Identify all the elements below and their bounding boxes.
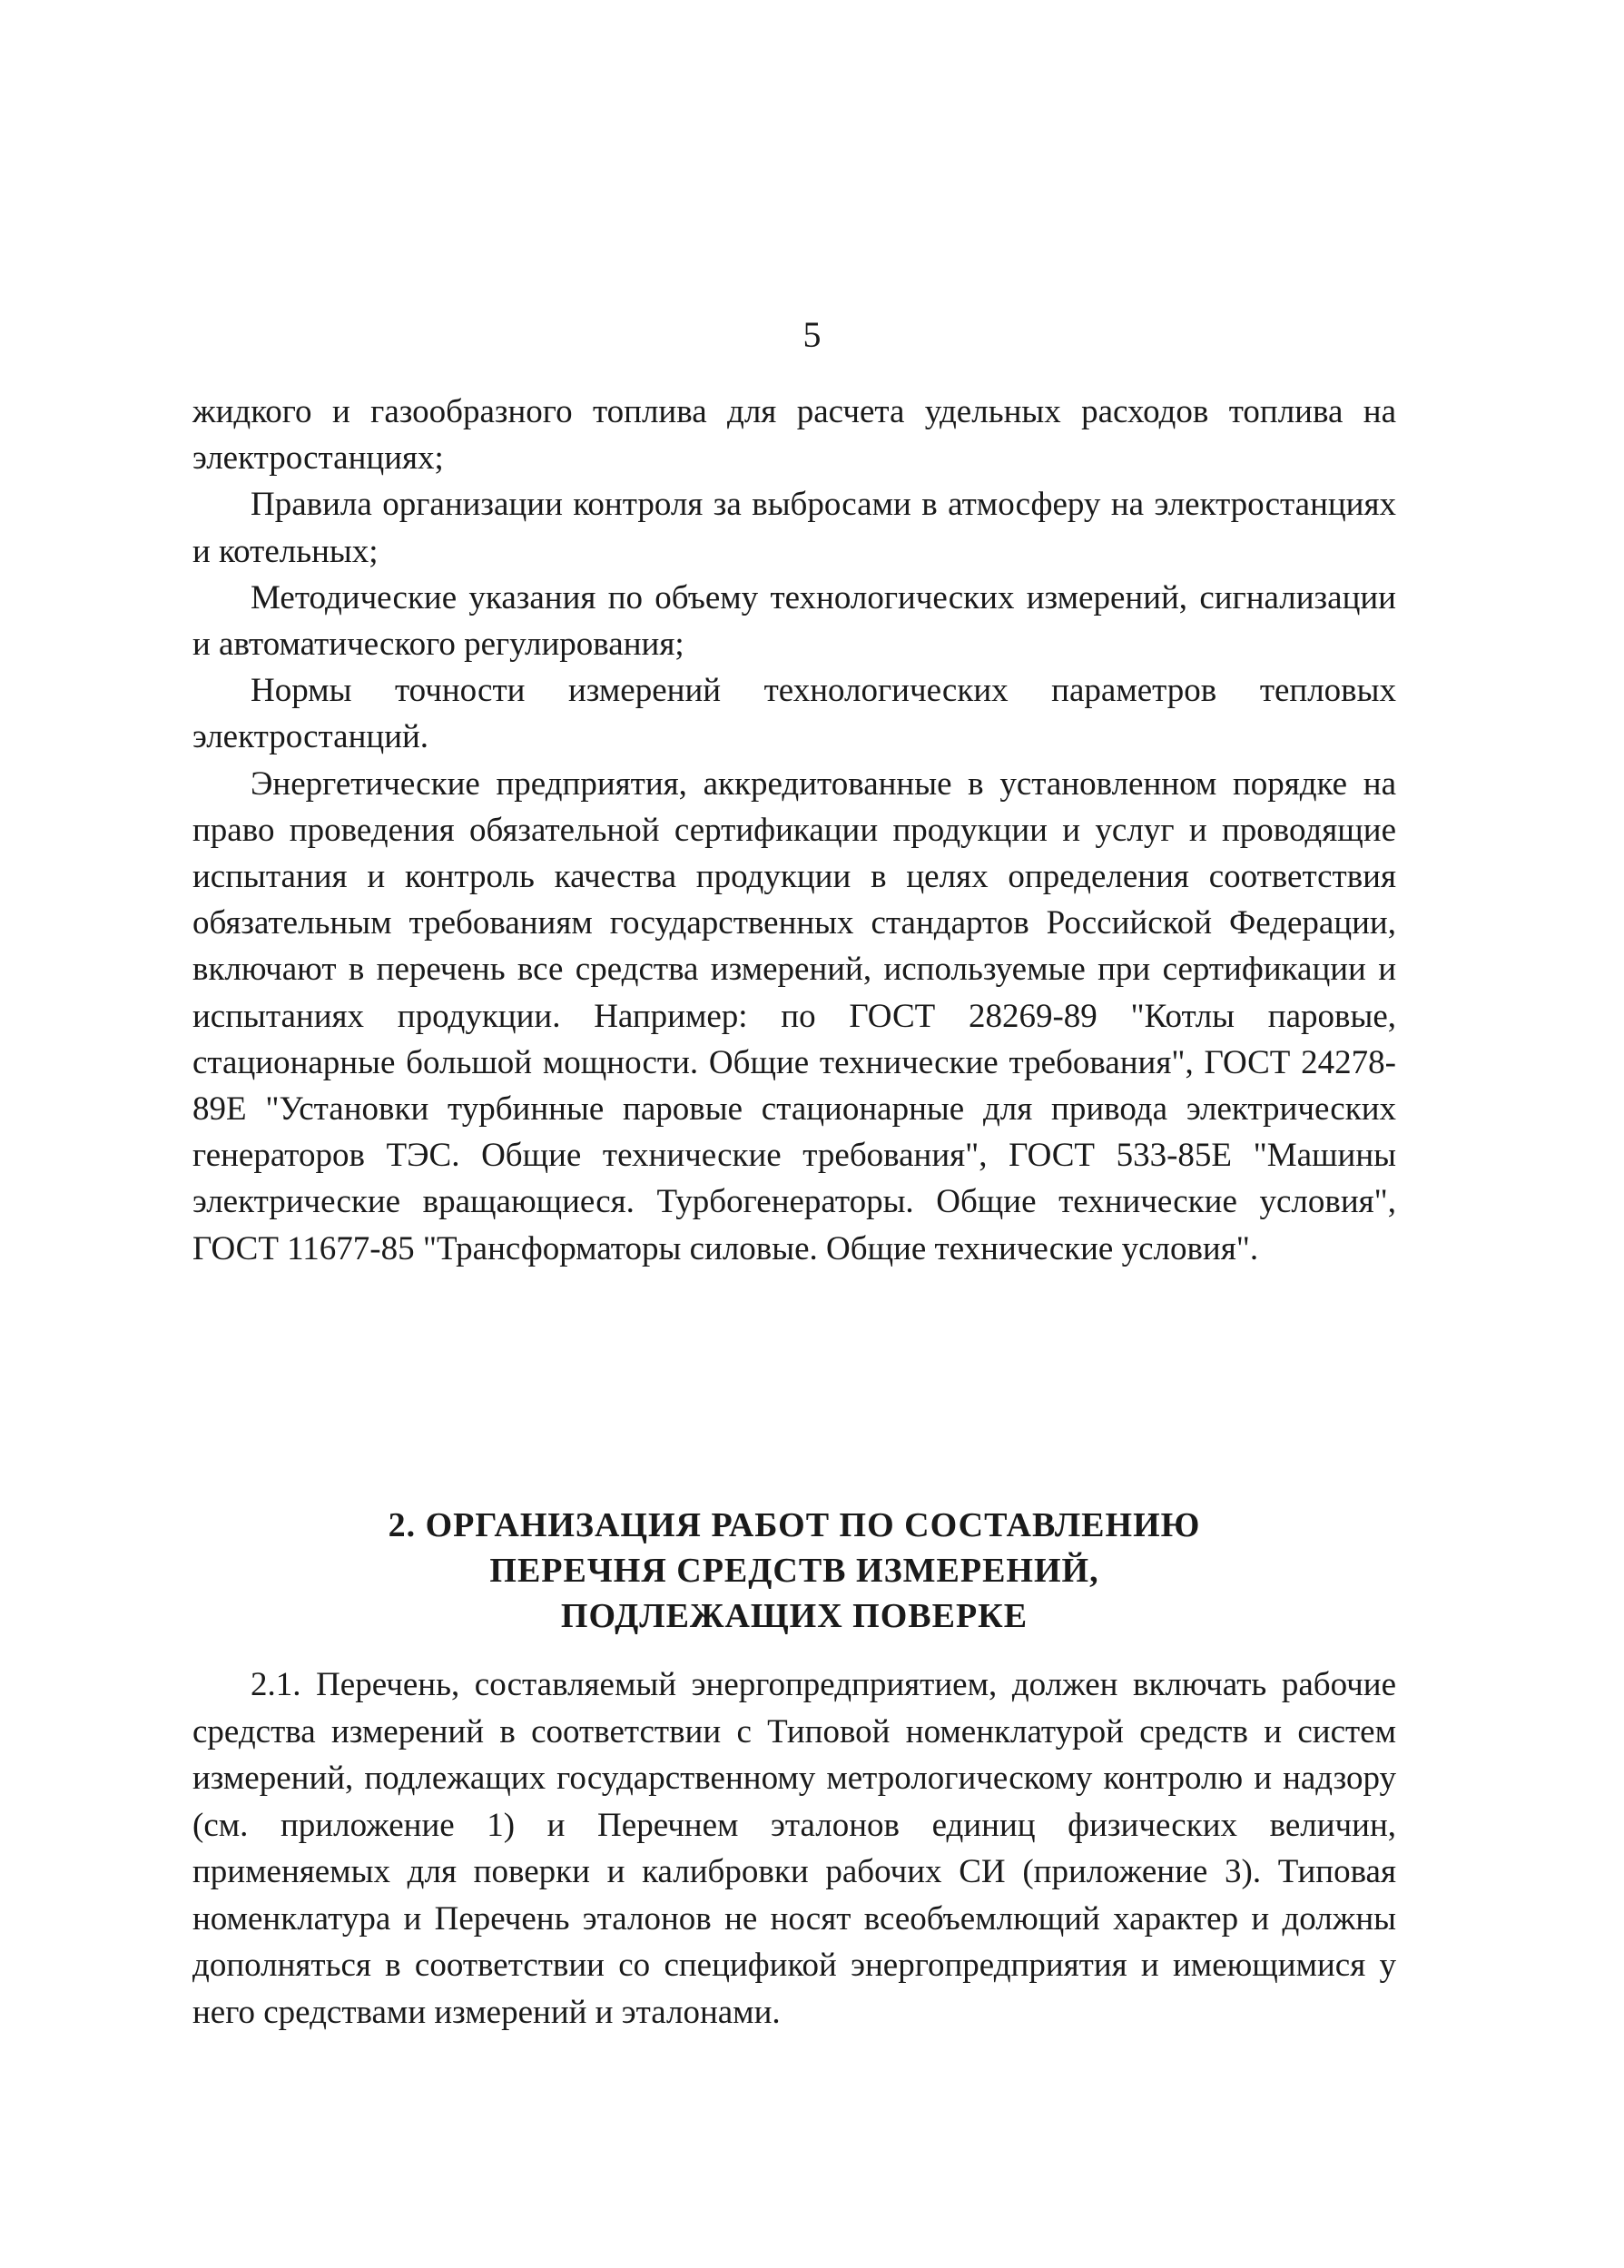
paragraph-emissions-rules: Правила организации контроля за выбросами в атмосферу на электростанциях и котельных; bbox=[192, 486, 1396, 570]
paragraph-certification: Энергетические предприятия, аккредитованные в установленном порядке на право проведения обязательной сертификации продукции и услуг и проводящие испытания и контроль качества продукции в целях определения соответствия обязательным требованиям государственных стандартов Российской Федерации, включают в перечень все средства измерений, используемые при сертификации и испытаниях продукции. Например: по ГОСТ 28269-89 "Котлы паровые, стационарные большой мощности. Общие технические требования", ГОСТ 24278-89Е "Установки турбинные паровые стационарные для привода электрических генераторов ТЭС. Общие технические требования", ГОСТ 533-85Е "Машины электрические вращающиеся. Турбогенераторы. Общие технические условия", ГОСТ 11677-85 "Трансформаторы силовые. Общие технические условия". bbox=[192, 764, 1396, 1267]
paragraph-methodical-instructions: Методические указания по объему технологических измерений, сигнализации и автоматического регулирования; bbox=[192, 578, 1396, 664]
paragraph-continuation: жидкого и газообразного топлива для расчета удельных расходов топлива на электростанциях; bbox=[192, 393, 1396, 478]
section-heading bbox=[192, 1503, 1396, 1639]
paragraph-accuracy-norms: Нормы точности измерений технологических параметров тепловых электростанций. bbox=[192, 672, 1396, 756]
section-heading-line-2: ПЕРЕЧНЯ СРЕДСТВ ИЗМЕРЕНИЙ, bbox=[489, 1552, 1099, 1590]
section-paragraph-2-1: 2.1. Перечень, составляемый энергопредприятием, должен включать рабочие средства измерений в соответствии с Типовой номенклатурой средств и систем измерений, подлежащих государственному метрологическому контролю и надзору (см. приложение 1) и Перечнем эталонов единиц физических величин, применяемых для поверки и калибровки рабочих СИ (приложение 3). Типовая номенклатура и Перечень эталонов не носят всеобъемлющий характер и должны дополняться в соответствии со спецификой энергопредприятия и имеющимися у него средствами измерений и эталонами. bbox=[192, 1666, 1396, 2031]
section-heading-line-1: 2. ОРГАНИЗАЦИЯ РАБОТ ПО СОСТАВЛЕНИЮ bbox=[388, 1506, 1201, 1544]
page-number: 5 bbox=[802, 314, 822, 355]
section-heading-line-3: ПОДЛЕЖАЩИХ ПОВЕРКЕ bbox=[560, 1597, 1029, 1635]
body-text bbox=[192, 389, 1396, 1272]
